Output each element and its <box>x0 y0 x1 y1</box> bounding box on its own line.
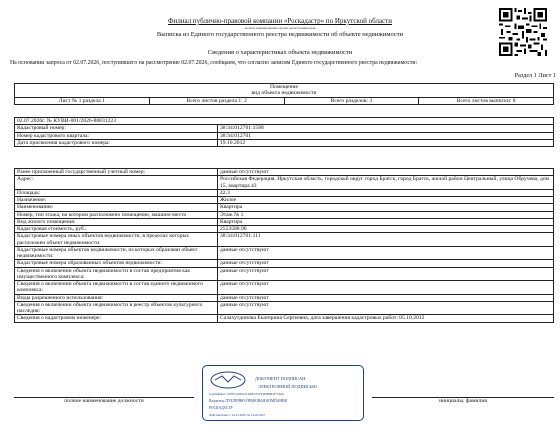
row-value: 38:34:012701 <box>218 132 554 139</box>
row-value: Российская Федерация, Иркутская область, городской округ город Братск, город Братск, жилой район Центральный, улица Обручева, дом 15, квартира 43 <box>218 176 554 190</box>
row-value: 2553588.96 <box>218 226 554 233</box>
object-characteristics-table <box>14 168 554 323</box>
table-row <box>15 281 554 295</box>
sheet-number: Лист № 1 раздела 1 <box>15 97 150 104</box>
table-row <box>15 315 554 322</box>
row-label: Сведения о включении объекта недвижимости в состав единого недвижимого комплекса: <box>15 281 218 295</box>
row-label: Площадь: <box>15 189 218 196</box>
row-label: Сведения о включении объекта недвижимости в реестр объектов культурного наследия: <box>15 301 218 315</box>
stamp-owner-2: РОСКАДАСТР <box>209 406 233 410</box>
stamp-certificate: Сертификат: 019971464947149955351936688B1975A65 <box>209 392 284 396</box>
table-row <box>15 189 554 196</box>
table-row <box>15 246 554 260</box>
row-value: данные отсутствуют <box>218 267 554 281</box>
row-label: Номер кадастрового квартала: <box>15 132 218 139</box>
row-value: данные отсутствуют <box>218 260 554 267</box>
organization-title: Филиал публично-правовой компании «Роскадастр» по Иркутской области <box>168 17 392 25</box>
row-value: данные отсутствуют <box>218 294 554 301</box>
row-label: Кадастровые номера объектов недвижимости, из которых образован объект недвижимости: <box>15 246 218 260</box>
table-row <box>15 267 554 281</box>
total-sheets-section: Всего листов раздела 1: 2 <box>149 97 284 104</box>
table-row <box>15 233 554 247</box>
row-value: Квартира <box>218 204 554 211</box>
document-title: Выписка из Единого государственного реестра недвижимости об объекте недвижимости <box>156 31 404 38</box>
table-row <box>15 139 554 146</box>
row-value: Квартира <box>218 218 554 225</box>
row-value: 38:34:012701:1588 <box>218 125 554 132</box>
stamp-owner: Владелец: ПУБЛИЧНО-ПРАВОВАЯ КОМПАНИЯ <box>209 399 287 403</box>
table-row <box>15 204 554 211</box>
section-sheet-label: Раздел 1 Лист 1 <box>514 72 556 79</box>
total-sheets: Всего листов выписки: 8 <box>419 97 554 104</box>
row-label: Кадастровый номер: <box>15 125 218 132</box>
row-label: Сведения о включении объекта недвижимости в состав предприятия как имущественного комплекса: <box>15 267 218 281</box>
organization-subtitle: полное наименование органа регистрации прав <box>244 26 316 30</box>
stamp-line-2: ЭЛЕКТРОННОЙ ПОДПИСЬЮ <box>258 384 317 389</box>
row-label: Ранее присвоенный государственный учетный номер: <box>15 169 218 176</box>
table-row <box>15 211 554 218</box>
table-row <box>15 218 554 225</box>
row-value: Жилое <box>218 197 554 204</box>
row-label: Вид жилого помещения: <box>15 218 218 225</box>
row-value: 38:34:012701:111 <box>218 233 554 247</box>
row-value: Этаж № 1 <box>218 211 554 218</box>
row-label: Кадастровые номера иных объектов недвижимости, в пределах которых расположен объект недвижимости: <box>15 233 218 247</box>
row-value: данные отсутствуют <box>218 169 554 176</box>
row-label: Виды разрешенного использования: <box>15 294 218 301</box>
table-row <box>15 132 554 139</box>
row-value: данные отсутствуют <box>218 281 554 295</box>
electronic-signature-stamp <box>202 365 364 421</box>
row-value: данные отсутствуют <box>218 301 554 315</box>
table-row <box>15 169 554 176</box>
row-label: Сведения о кадастровом инженере: <box>15 315 218 322</box>
name-label: инициалы, фамилия <box>439 398 487 404</box>
row-value: данные отсутствуют <box>218 246 554 260</box>
document-number: 02.07.2026г. № КУВИ-001/2026-88831223 <box>15 118 554 125</box>
object-header-table <box>14 83 554 105</box>
row-label: Кадастровые номера образованных объектов недвижимости: <box>15 260 218 267</box>
table-row <box>15 197 554 204</box>
request-statement: На основании запроса от 02.07.2026, поступившего на рассмотрение 02.07.2026, сообщаем, что согласно записям Единого государственного реестра недвижимости: <box>10 60 418 66</box>
qr-code-icon <box>499 8 547 56</box>
total-sections: Всего разделов: 3 <box>284 97 419 104</box>
object-type-cell <box>15 84 554 98</box>
table-row <box>15 294 554 301</box>
document-subtitle: Сведения о характеристиках объекта недвижимости <box>207 49 353 56</box>
object-type: Помещение <box>269 84 298 90</box>
position-label: полное наименование должности <box>64 398 144 404</box>
stamp-validity: Действителен: с 24.12.2025 по 19.03.2027 <box>209 413 266 417</box>
row-label: Номер, тип этажа, на котором расположено помещение, машино-место <box>15 211 218 218</box>
emblem-icon <box>209 370 247 390</box>
table-row <box>15 176 554 190</box>
table-row <box>15 301 554 315</box>
row-value: 19.10.2012 <box>218 139 554 146</box>
table-row <box>15 226 554 233</box>
row-label: Наименование: <box>15 204 218 211</box>
row-value: 42.3 <box>218 189 554 196</box>
stamp-line-1: ДОКУМЕНТ ПОДПИСАН <box>255 376 306 381</box>
row-label: Дата присвоения кадастрового номера: <box>15 139 218 146</box>
table-row <box>15 125 554 132</box>
row-value: Салахутдинова Екатерина Сергеевна, дата завершения кадастровых работ: 05.10.2012 <box>218 315 554 322</box>
row-label: Кадастровая стоимость, руб.: <box>15 226 218 233</box>
cadastral-basics-table <box>14 117 554 147</box>
row-label: Адрес: <box>15 176 218 190</box>
row-label: Назначение: <box>15 197 218 204</box>
table-row <box>15 260 554 267</box>
object-kind-label: вид объекта недвижимости <box>251 90 317 97</box>
